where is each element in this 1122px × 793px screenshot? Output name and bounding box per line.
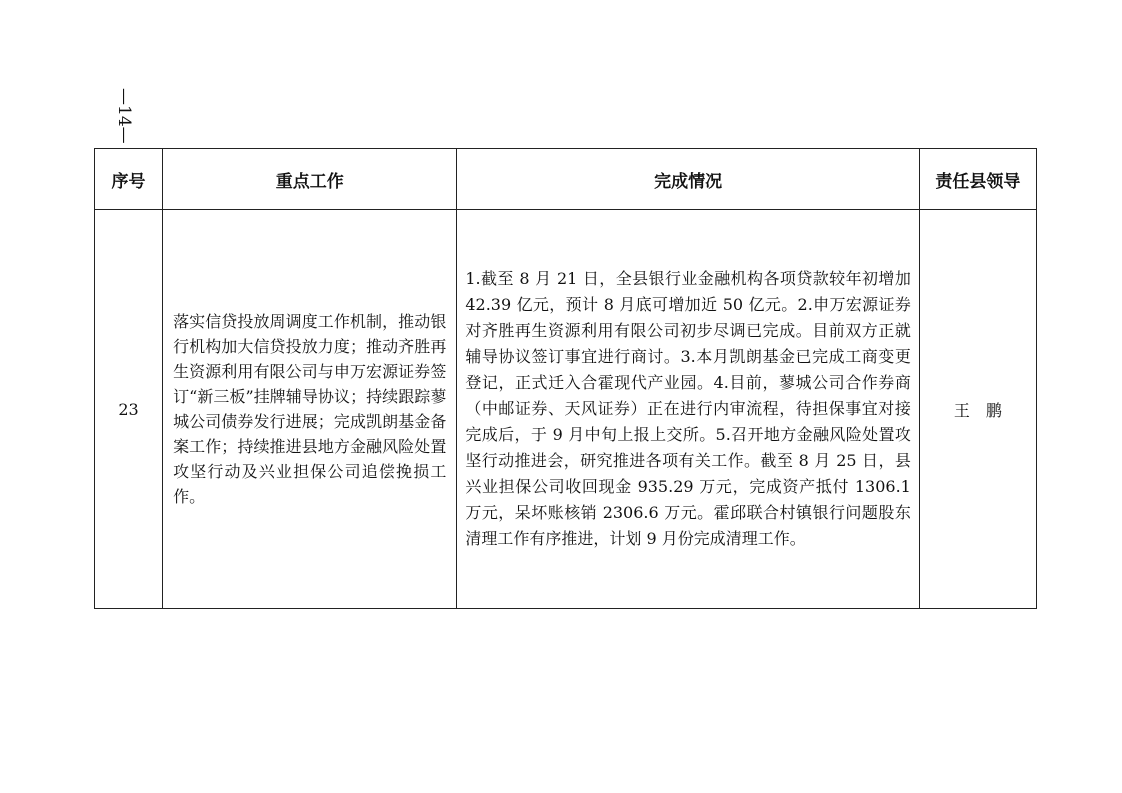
page-number: —14— bbox=[114, 88, 134, 144]
table-row bbox=[95, 210, 1037, 609]
row-num: 23 bbox=[95, 210, 163, 609]
row-leader: 王鹏 bbox=[919, 210, 1036, 609]
row-status: 1.截至 8 月 21 日，全县银行业金融机构各项贷款较年初增加 42.39 亿元，预计 8 月底可增加近 50 亿元。2.申万宏源证券对齐胜再生资源利用有限公司初步尽调已完成。目前双方正就辅导协议签订事宜进行商讨。3.本月凯朗基金已完成工商变更登记，正式迁入合霍现代产业园。4.目前，蓼城公司合作券商（中邮证券、天风证券）正在进行内审流程，待担保事宜对接完成后，于 9 月中旬上报上交所。5.召开地方金融风险处置攻坚行动推进会，研究推进各项有关工作。截至 8 月 25 日，县兴业担保公司收回现金 935.29 万元，完成资产抵付 1306.1 万元，呆坏账核销 2306.6 万元。霍邱联合村镇银行问题股东清理工作有序推进，计划 9 月份完成清理工作。 bbox=[457, 210, 919, 609]
row-task: 落实信贷投放周调度工作机制，推动银行机构加大信贷投放力度；推动齐胜再生资源利用有限公司与申万宏源证券签订“新三板”挂牌辅导协议；持续跟踪蓼城公司债券发行进展；完成凯朗基金备案工作；持续推进县地方金融风险处置攻坚行动及兴业担保公司追偿挽损工作。 bbox=[163, 210, 457, 609]
work-table bbox=[94, 148, 1037, 609]
table-header-row bbox=[95, 149, 1037, 210]
header-status: 完成情况 bbox=[457, 149, 919, 210]
header-leader: 责任县领导 bbox=[919, 149, 1036, 210]
header-task: 重点工作 bbox=[163, 149, 457, 210]
header-num: 序号 bbox=[95, 149, 163, 210]
